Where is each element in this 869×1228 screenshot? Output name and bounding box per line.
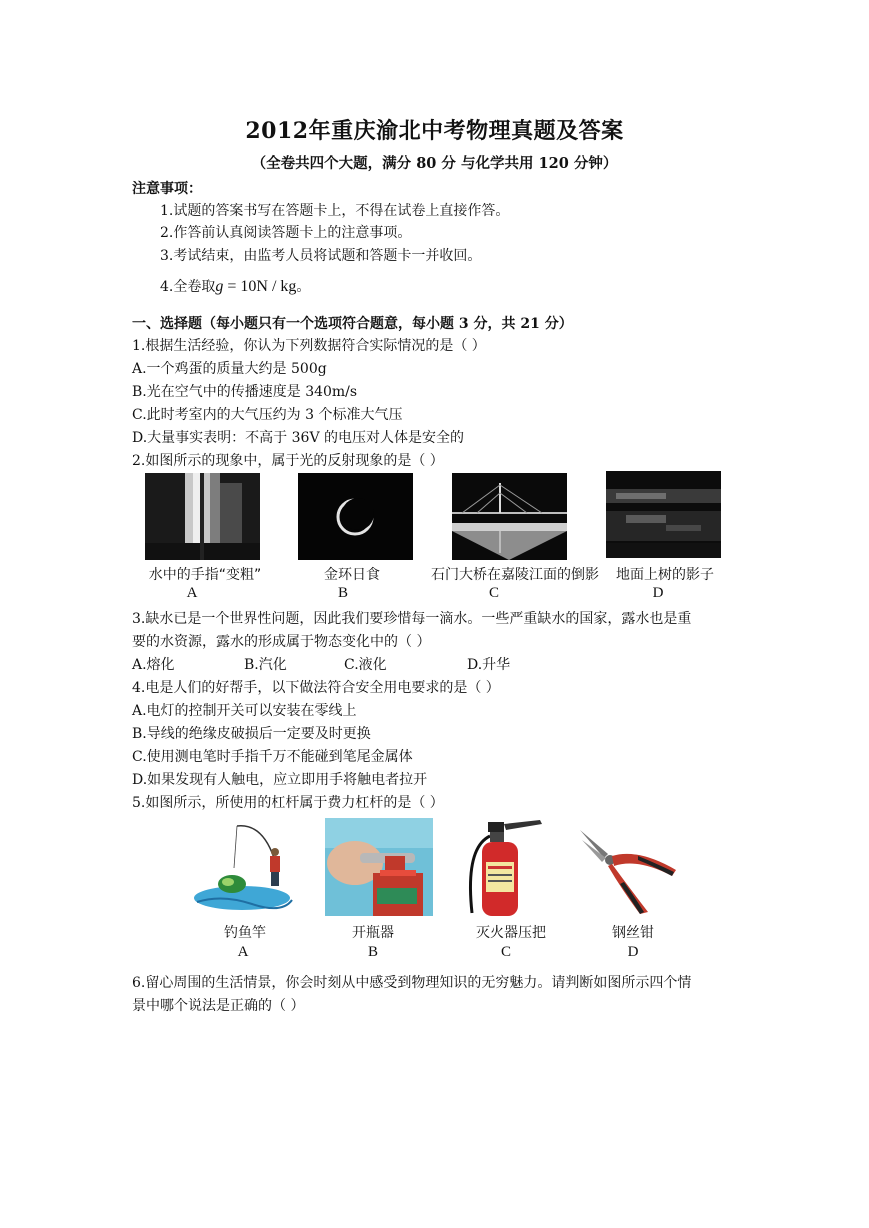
q2-letter-c: C bbox=[488, 585, 499, 601]
q5-letter-c: C bbox=[500, 944, 511, 960]
page-title: 2012年重庆渝北中考物理真题及答案 bbox=[245, 118, 624, 144]
q2-caption-c: 石门大桥在嘉陵江面的倒影 bbox=[431, 567, 599, 583]
q5-caption-d: 钢丝钳 bbox=[612, 925, 654, 941]
q2-stem: 2.如图所示的现象中，属于光的反射现象的是（ ） bbox=[132, 453, 444, 469]
notes-item-1: 1.试题的答案书写在答题卡上，不得在试卷上直接作答。 bbox=[160, 203, 510, 219]
q1-option-a: A.一个鸡蛋的质量大约是 500g bbox=[132, 361, 327, 377]
q2-caption-b: 金环日食 bbox=[324, 567, 380, 583]
q2-letter-a: A bbox=[186, 585, 198, 601]
q3-option-d: D.升华 bbox=[467, 657, 511, 673]
notes-item-4-suffix: 。 bbox=[296, 279, 311, 295]
annular-eclipse-photo bbox=[298, 473, 413, 560]
fingers-in-water-photo bbox=[145, 473, 260, 560]
q4-option-a: A.电灯的控制开关可以安装在零线上 bbox=[132, 703, 357, 719]
q2-letter-d: D bbox=[652, 585, 664, 601]
q4-option-c: C.使用测电笔时手指千万不能碰到笔尾金属体 bbox=[132, 749, 413, 765]
fire-extinguisher-image bbox=[460, 818, 552, 918]
notes-item-3: 3.考试结束，由监考人员将试题和答题卡一并收回。 bbox=[160, 248, 482, 264]
q4-option-d: D.如果发现有人触电，应立即用手将触电者拉开 bbox=[132, 772, 428, 788]
notes-item-4-eq: = 10N / kg bbox=[223, 278, 297, 295]
q5-letter-b: B bbox=[367, 944, 378, 960]
q4-option-b: B.导线的绝缘皮破损后一定要及时更换 bbox=[132, 726, 371, 742]
notes-item-4-prefix: 4.全卷取 bbox=[160, 279, 216, 295]
q2-letter-b: B bbox=[337, 585, 348, 601]
notes-item-4-var: g bbox=[215, 278, 224, 295]
q6-stem-line-1: 6.留心周围的生活情景，你会时刻从中感受到物理知识的无穷魅力。请判断如图所示四个情 bbox=[132, 975, 692, 991]
notes-heading: 注意事项： bbox=[132, 181, 202, 197]
q1-option-d: D.大量事实表明：不高于 36V 的电压对人体是安全的 bbox=[132, 430, 464, 446]
q4-stem: 4.电是人们的好帮手，以下做法符合安全用电要求的是（ ） bbox=[132, 680, 500, 696]
q5-caption-a: 钓鱼竿 bbox=[224, 925, 266, 941]
q5-caption-c: 灭火器压把 bbox=[476, 925, 546, 941]
notes-item-4 bbox=[160, 276, 310, 296]
q5-letter-d: D bbox=[627, 944, 639, 960]
tree-shadow-photo bbox=[606, 471, 721, 558]
page-subtitle: （全卷共四个大题，满分 80 分 与化学共用 120 分钟） bbox=[251, 155, 618, 172]
q3-option-c: C.液化 bbox=[344, 657, 387, 673]
q3-option-a: A.熔化 bbox=[132, 657, 175, 673]
q1-stem: 1.根据生活经验，你认为下列数据符合实际情况的是（ ） bbox=[132, 338, 486, 354]
bridge-reflection-photo bbox=[452, 473, 567, 560]
q2-caption-a: 水中的手指“变粗” bbox=[148, 567, 262, 583]
q5-stem: 5.如图所示，所使用的杠杆属于费力杠杆的是（ ） bbox=[132, 795, 444, 811]
q5-letter-a: A bbox=[237, 944, 249, 960]
section-1-heading: 一、选择题（每小题只有一个选项符合题意，每小题 3 分，共 21 分） bbox=[132, 316, 573, 332]
q1-option-c: C.此时考室内的大气压约为 3 个标准大气压 bbox=[132, 407, 403, 423]
q3-stem-line-1: 3.缺水已是一个世界性问题，因此我们要珍惜每一滴水。一些严重缺水的国家，露水也是重 bbox=[132, 611, 692, 627]
q3-stem-line-2: 要的水资源，露水的形成属于物态变化中的（ ） bbox=[132, 634, 431, 650]
q5-caption-b: 开瓶器 bbox=[352, 925, 394, 941]
fishing-rod-image bbox=[192, 818, 304, 916]
q1-option-b: B.光在空气中的传播速度是 340m/s bbox=[132, 384, 358, 400]
q3-option-b: B.汽化 bbox=[244, 657, 287, 673]
bottle-opener-image bbox=[325, 818, 433, 916]
q6-stem-line-2: 景中哪个说法是正确的（ ） bbox=[132, 998, 305, 1014]
q2-caption-d: 地面上树的影子 bbox=[616, 567, 714, 583]
notes-item-2: 2.作答前认真阅读答题卡上的注意事项。 bbox=[160, 225, 412, 241]
pliers-image bbox=[578, 826, 680, 916]
